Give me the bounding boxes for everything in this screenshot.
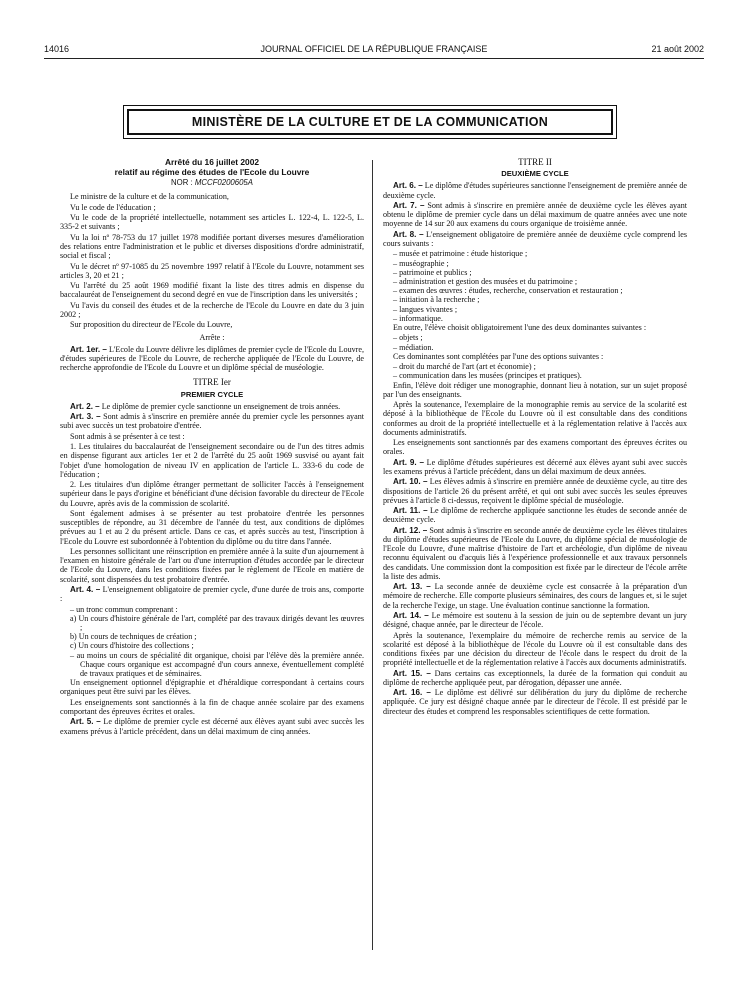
arrete-heading: Arrête : [199,332,225,342]
list-item: – médiation. [393,342,434,352]
paragraph: Vu le code de l'éducation ; [70,202,156,212]
article-3: Art. 3. – Sont admis à s'inscrire en première année du premier cycle les personnes ayant subi avec succès un test probatoire d'entrée. [60,412,364,431]
paragraph: Sont également admises à se présenter au test probatoire d'entrée les personnes susceptibles de répondre, au 31 décembre de l'année du test, aux conditions de diplômes prévues au 1 et au 2 du présent article. Dans ce cas, et après succès au test, l'inscription à l'Ecole du Louvre est subordonnée à l'obtention du diplôme ou du titre dans l'année. [60,508,364,546]
left-column [60,158,364,958]
nor-reference [60,178,364,187]
article-7: Art. 7. – Sont admis à s'inscrire en première année de deuxième cycle les élèves ayant obtenu le diplôme de premier cycle dans un délai maximum de quatre années avec une note moyenne de 14 sur 20 aux examens du cours organique de troisième année. [383,201,687,229]
paragraph: Vu le code de la propriété intellectuelle, notamment ses articles L. 122-4, L. 122-5, L. 335-2 et suivants ; [60,213,364,232]
cycle-2-heading: DEUXIÈME CYCLE [501,169,569,179]
list-item: – langues vivantes ; [393,304,458,314]
paragraph: Après la soutenance, l'exemplaire de la monographie remis au service de la scolarité est déposé à la bibliothèque de l'Ecole du Louvre où il est consultable dans des conditions conformes au droit de la propriété intellectuelle et à la réglementation relative à l'accès aux documents administratifs. [383,400,687,437]
article-5: Art. 5. – Le diplôme de premier cycle est décerné aux élèves ayant subi avec succès les examens prévus à l'article précédent, dans un délai maximum de cinq années. [60,717,364,736]
header-rule [44,58,704,59]
article-2: Art. 2. – Le diplôme de premier cycle sanctionne un enseignement de trois années. [70,401,341,411]
decree-title: Arrêté du 16 juillet 2002 [164,158,260,167]
paragraph: Les enseignements sont sanctionnés par des examens comportant des épreuves écrites ou orales. [383,438,687,457]
right-column [383,158,687,958]
paragraph: Un enseignement optionnel d'épigraphie et d'héraldique correspondant à certains cours organiques peut être suivi par les élèves. [60,678,364,697]
article-label: Art. 8. – [393,229,424,239]
article-label: Art. 6. – [393,181,423,191]
list-item: – administration et gestion des musées et du patrimoine ; [393,277,578,286]
paragraph: Le ministre de la culture et de la communication, [70,192,229,202]
article-16: Art. 16. – Le diplôme est délivré sur délibération du jury du diplôme de recherche appliquée. Ce jury est désigné chaque année par le directeur de l'école. Il est présidé par le directeur des études et comprend les responsables scientifiques de cette formation. [383,688,687,716]
article-label: Art. 16. – [393,688,431,698]
list-item: – informatique. [393,313,443,323]
paragraph: Après la soutenance, l'exemplaire du mémoire de recherche remis au service de la scolarité est déposé à la bibliothèque de l'école du Louvre où il est consultable dans des conditions fixées par une décision du directeur de l'école dans le respect du droit de la propriété intellectuelle et de la réglementation relative à l'accès aux documents administratifs. [383,630,687,668]
article-11: Art. 11. – Le diplôme de recherche appliquée sanctionne les études de seconde année de deuxième cycle. [383,506,687,525]
column-divider [372,160,373,950]
paragraph: 1. Les titulaires du baccalauréat de l'enseignement secondaire ou de l'un des titres admis en dispense figurant aux articles 1er et 2 de l'arrêté du 25 août 1969 susvisé ou ayant fait l'objet d'une homologation de niveau IV en application de l'article L. 333-6 du code de l'éducation ; [60,442,364,479]
article-label: Art. 15. – [393,668,431,678]
article-label: Art. 4. – [70,584,101,594]
titre-1-heading: TITRE Ier [193,377,231,388]
article-4: Art. 4. – L'enseignement obligatoire de premier cycle, d'une durée de trois ans, comporte : [60,584,364,604]
issue-date: 21 août 2002 [651,44,704,54]
list-item: – objets ; [393,333,423,343]
paragraph: Vu l'arrêté du 25 août 1969 modifié fixant la liste des titres admis en dispense du baccalauréat de l'enseignement du second degré en vue de l'inscription dans les universités ; [60,281,364,300]
paragraph: Ces dominantes sont complétées par l'une des options suivantes : [393,351,604,361]
paragraph: Sur proposition du directeur de l'Ecole du Louvre, [70,320,233,330]
list-item: – au moins un cours de spécialité dit organique, choisi par l'élève dès la première année. Chaque cours organique est accompagné d'un cours annexe, éventuellement complété de travaux pratiques et de séminaires. [70,650,364,678]
article-9: Art. 9. – Le diplôme d'études supérieures est décerné aux élèves ayant subi avec succès les examens prévus à l'article précédent, dans un délai maximum de deux années. [383,457,687,476]
list-item: – examen des œuvres : études, recherche, conservation et restauration ; [393,286,623,296]
article-12: Art. 12. – Sont admis à s'inscrire en seconde année de deuxième cycle les élèves titulaires du diplôme d'études supérieures de l'Ecole du Louvre, du diplôme spécial de muséologie de l'Ecole du Louvre, d'une maîtrise d'histoire de l'art et archéologie, d'un diplôme de niveau reconnu équivalent ou d'acquis liés à l'expérience professionnelle et aux travaux personnels des candidats. Une commission dont la composition est fixée par le directeur de l'école arrête la liste des admis. [383,525,687,581]
article-label: Art. 10. – [393,477,428,487]
article-label: Art. 14. – [393,610,429,620]
paragraph: 2. Les titulaires d'un diplôme étranger permettant de solliciter l'accès à l'enseignement supérieur dans le pays d'origine et bénéficiant d'une décision favorable du directeur de l'Ecole du Louvre, après avis de la commission de scolarité. [60,480,364,508]
article-label: Art. 3. – [70,412,101,422]
list-item: a) Un cours d'histoire générale de l'art, complété par des travaux dirigés devant les œuvres ; [70,613,364,632]
journal-title: JOURNAL OFFICIEL DE LA RÉPUBLIQUE FRANÇAISE [260,44,488,54]
article-label: Art. 2. – [70,401,100,411]
article-label: Art. 12. – [393,525,428,535]
article-label: Art. 9. – [393,457,424,467]
paragraph: Enfin, l'élève doit rédiger une monographie, donnant lieu à notation, sur un sujet proposé par l'un des enseignants. [383,380,687,399]
article-1: Art. 1er. – L'Ecole du Louvre délivre les diplômes de premier cycle de l'Ecole du Louvre, d'études supérieures de l'Ecole du Louvre, de recherche appliquée de l'Ecole du Louvre, de recherche approfondie de l'Ecole du Louvre et un diplôme spécial de muséologie. [60,344,364,373]
page-number: 14016 [44,44,70,54]
article-label: Art. 7. – [393,201,425,210]
paragraph: Les personnes sollicitant une réinscription en première année à la suite d'un ajournement à l'examen en histoire générale de l'art ou d'une interruption d'études accordée par le directeur de l'Ecole du Louvre, dans les conditions fixées par le règlement de l'Ecole en matière de scolarité, sont dispensées du test probatoire d'entrée. [60,546,364,584]
article-6: Art. 6. – Le diplôme d'études supérieures sanctionne l'enseignement de première année de deuxième cycle. [383,181,687,200]
article-label: Art. 1er. – [70,344,107,354]
article-15: Art. 15. – Dans certains cas exceptionnels, la durée de la formation qui conduit au diplôme de recherche appliquée peut, par dérogation, dépasser une année. [383,668,687,687]
article-14: Art. 14. – Le mémoire est soutenu à la session de juin ou de septembre devant un jury désigné, chaque année, par le directeur de l'école. [383,610,687,630]
article-13: Art. 13. – La seconde année de deuxième cycle est consacrée à la préparation d'un mémoire de recherche. Elle comporte plusieurs séminaires, des cours de langues et, si le sujet de la recherche l'exige, un stage. Une évaluation continue sanctionne la formation. [383,582,687,610]
paragraph: Vu la loi nº 78-753 du 17 juillet 1978 modifiée portant diverses mesures d'amélioration des relations entre l'administration et le public et diverses dispositions d'ordre administratif, social et fiscal ; [60,232,364,261]
paragraph: Les enseignements sont sanctionnés à la fin de chaque année scolaire par des examens comportant des épreuves écrites et orales. [60,697,364,716]
paragraph: Vu l'avis du conseil des études et de la recherche de l'Ecole du Louvre en date du 3 juin 2002 ; [60,300,364,319]
list-item: – un tronc commun comprenant : [70,604,178,614]
list-item: – communication dans les musées (principes et pratiques). [393,371,582,381]
nor-label: NOR : [171,178,193,188]
paragraph: Vu le décret nº 97-1085 du 25 novembre 1997 relatif à l'Ecole du Louvre, notamment ses articles 3, 20 et 21 ; [60,261,364,280]
list-item: – droit du marché de l'art (art et économie) ; [393,362,536,372]
list-item: – patrimoine et publics ; [393,267,472,277]
titre-2-heading: TITRE II [518,158,552,167]
ministry-banner: MINISTÈRE DE LA CULTURE ET DE LA COMMUNICATION [127,109,613,135]
article-10: Art. 10. – Les élèves admis à s'inscrire en première année de deuxième cycle, au titre des dispositions de l'article 26 du présent arrêté, et qui ont subi avec succès les seules épreuves prévues à l'article 8 ci-dessus, reçoivent le diplôme spécial de muséologie. [383,477,687,505]
nor-code: MCCF0200605A [194,178,253,188]
paragraph: Sont admis à se présenter à ce test : [70,431,185,441]
cycle-1-heading: PREMIER CYCLE [180,389,244,399]
page-header [44,44,704,58]
article-label: Art. 11. – [393,506,428,516]
list-item: – initiation à la recherche ; [393,295,480,305]
list-item: b) Un cours de techniques de création ; [70,632,197,642]
list-item: c) Un cours d'histoire des collections ; [70,641,194,651]
list-item: – muséographie ; [393,258,449,268]
list-item: – musée et patrimoine : étude historique ; [393,249,528,259]
paragraph: En outre, l'élève choisit obligatoirement l'une des deux dominantes suivantes : [393,323,647,333]
article-8: Art. 8. – L'enseignement obligatoire de première année de deuxième cycle comprend les cours suivants : [383,229,687,248]
article-label: Art. 5. – [70,717,101,727]
decree-subtitle: relatif au régime des études de l'Ecole du Louvre [114,166,310,177]
article-label: Art. 13. – [393,582,431,592]
